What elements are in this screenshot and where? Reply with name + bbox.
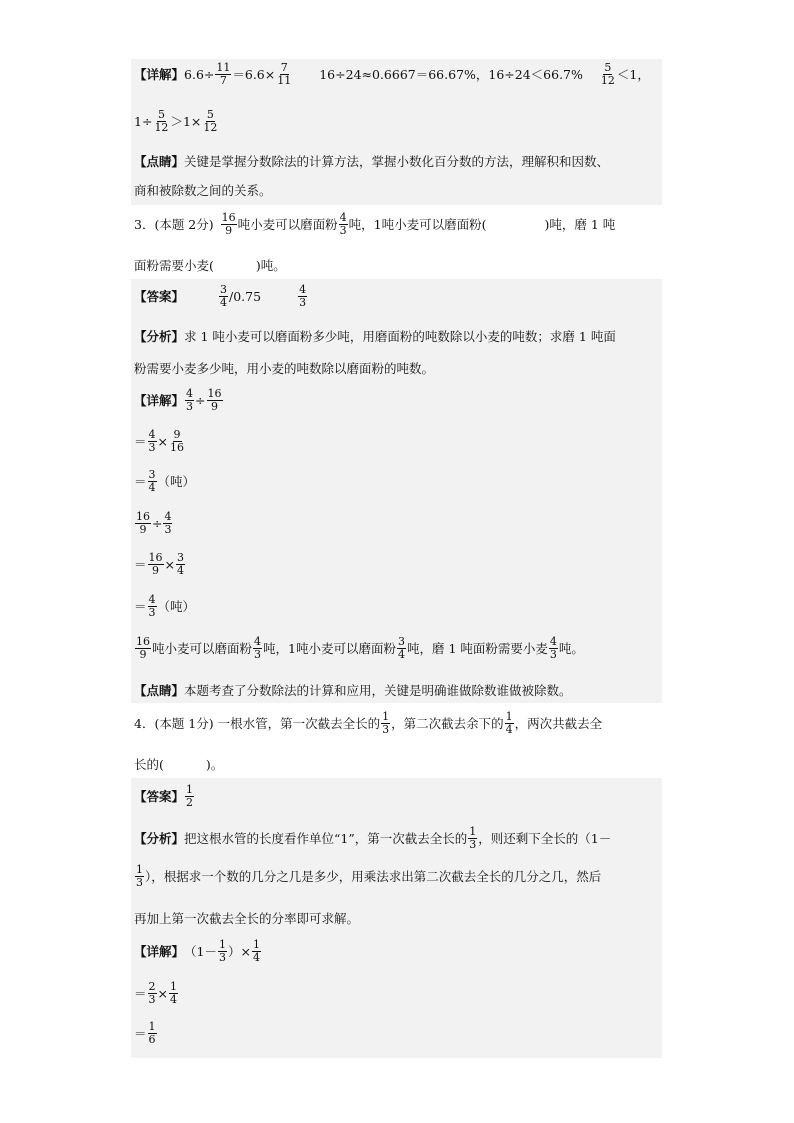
fraction	[148, 981, 157, 1005]
numerator: 1	[469, 825, 477, 838]
numerator: 16	[221, 211, 236, 224]
denominator: 6	[148, 1032, 156, 1046]
numerator: 16	[148, 551, 163, 564]
numerator: 1	[505, 710, 513, 723]
fraction	[153, 109, 169, 133]
q3-step: ＝ $\frac{4}{3}$ （吨）	[134, 593, 196, 619]
q3-question-line-2: 面粉需要小麦( )吨。	[134, 258, 286, 273]
fraction	[298, 284, 307, 308]
denominator: 3	[299, 295, 307, 309]
fraction	[221, 212, 237, 236]
numerator: 16	[136, 510, 150, 523]
numerator: 3	[220, 283, 228, 296]
detail-tag: 【详解】	[134, 393, 185, 409]
q4-step: ＝ $\frac{2}{3}$ × $\frac{1}{4}$	[134, 980, 177, 1006]
numerator: 5	[604, 61, 612, 74]
q3-detail-line: 【详解】 $\frac{4}{3}$ ÷ $\frac{16}{9}$	[134, 387, 222, 413]
fraction	[185, 784, 194, 808]
analysis-tag: 【分析】	[134, 329, 185, 344]
q4-analysis-line-3: 再加上第一次截去全长的分率即可求解。	[134, 911, 360, 926]
detail-tag: 【详解】	[134, 944, 185, 960]
prev-comment-line-2: 商和被除数之间的关系。	[134, 183, 272, 198]
q4-answer-line	[134, 784, 195, 808]
numerator: 3	[148, 468, 156, 481]
numerator: 1	[218, 938, 226, 951]
denominator: 3	[186, 399, 194, 413]
q3-step: $\frac{16}{9}$ ÷ $\frac{4}{3}$	[136, 510, 172, 536]
q4-detail-line: 【详解】 （1－ $\frac{1}{3}$ ）× $\frac{1}{4}$	[134, 938, 260, 964]
q4-analysis-line: 【分析】 把这根水管的长度看作单位“1”，第一次截去全长的 $\frac{1}{3}$ ，则还剩下全长的（1－	[134, 825, 612, 851]
numerator: 1	[136, 863, 143, 876]
denominator: 3	[136, 875, 143, 889]
denominator: 4	[148, 480, 156, 494]
q4-analysis-line-2: $\frac{1}{3}$ ），根据求一个数的几分之几是多少，用乘法求出第二次截去全长的几分之几，然后	[136, 863, 602, 889]
denominator: 3	[469, 837, 477, 851]
numerator: 1	[252, 938, 260, 951]
fraction	[219, 284, 228, 308]
denominator: 4	[505, 722, 513, 736]
q3-step: ＝ $\frac{4}{3}$ × $\frac{9}{16}$	[134, 428, 184, 454]
denominator: 12	[203, 120, 218, 134]
q4-question-line: 4．(本题 1分) 一根水管，第一次截去全长的 $\frac{1}{3}$ ，第二次截去余下的 $\frac{1}{4}$ ，两次共截去全	[134, 710, 603, 736]
q3-analysis-line: 【分析】 求 1 吨小麦可以磨面粉多少吨，用磨面粉的吨数除以小麦的吨数；求磨 1 吨面	[134, 329, 616, 344]
numerator: 5	[206, 108, 214, 121]
denominator: 4	[252, 950, 260, 964]
numerator: 7	[280, 61, 288, 74]
fraction	[148, 429, 157, 453]
denominator: 4	[177, 563, 184, 577]
denominator: 9	[152, 563, 160, 577]
denominator: 3	[382, 722, 390, 736]
fraction	[202, 109, 218, 133]
numerator: 1	[186, 783, 194, 796]
fraction	[505, 711, 514, 735]
numerator: 4	[254, 635, 262, 648]
fraction	[397, 636, 406, 660]
denominator: 3	[148, 440, 156, 454]
q3-comment-line: 【点睛】 本题考查了分数除法的计算和应用，关键是明确谁做除数谁做被除数。	[134, 683, 572, 698]
numerator: 4	[339, 211, 347, 224]
denominator: 9	[139, 647, 147, 661]
numerator: 11	[216, 61, 231, 74]
analysis-tag: 【分析】	[134, 831, 185, 847]
denominator: 9	[211, 399, 218, 413]
numerator: 9	[173, 428, 181, 441]
fraction	[207, 388, 223, 412]
comment-tag: 【点睛】	[134, 683, 185, 698]
fraction	[253, 636, 262, 660]
fraction	[135, 636, 151, 660]
numerator: 4	[299, 283, 307, 296]
q3-step: ＝ $\frac{16}{9}$ × $\frac{3}{4}$	[134, 551, 184, 577]
denominator: 3	[148, 992, 156, 1006]
denominator: 11	[277, 73, 292, 87]
fraction	[276, 62, 292, 86]
denominator: 4	[170, 992, 177, 1006]
q3-question-line: 3．(本题 2分) $\frac{16}{9}$ 吨小麦可以磨面粉 $\frac{4}{3}$ 吨，1吨小麦可以磨面粉( )吨，磨 1 吨	[134, 211, 616, 237]
fraction	[215, 62, 231, 86]
answer-tag: 【答案】	[134, 789, 185, 805]
numerator: 2	[148, 980, 156, 993]
fraction	[163, 511, 172, 535]
denominator: 7	[219, 73, 227, 87]
fraction	[148, 552, 164, 576]
numerator: 4	[549, 635, 557, 648]
fraction	[600, 62, 616, 86]
numerator: 4	[164, 510, 172, 523]
numerator: 4	[148, 593, 156, 606]
comment-tag: 【点睛】	[134, 154, 185, 169]
fraction	[549, 636, 558, 660]
fraction	[135, 511, 151, 535]
denominator: 3	[218, 950, 226, 964]
numerator: 3	[177, 551, 184, 564]
prev-comment-line: 【点睛】 关键是掌握分数除法的计算方法，掌握小数化百分数的方法，理解积和因数、	[134, 154, 610, 169]
fraction	[135, 864, 144, 888]
q4-step: ＝ $\frac{1}{6}$	[134, 1020, 156, 1046]
fraction	[169, 429, 185, 453]
denominator: 3	[254, 647, 262, 661]
fraction	[148, 594, 157, 618]
denominator: 12	[154, 120, 169, 134]
q4-question-line-2: 长的( )。	[134, 757, 224, 772]
denominator: 16	[170, 440, 184, 454]
numerator: 16	[136, 635, 150, 648]
fraction	[176, 552, 185, 576]
numerator: 4	[186, 387, 194, 400]
numerator: 1	[382, 710, 390, 723]
denominator: 3	[339, 223, 347, 237]
numerator: 4	[148, 428, 156, 441]
q3-conclusion: $\frac{16}{9}$ 吨小麦可以磨面粉 $\frac{4}{3}$ 吨，1吨小麦可以磨面粉 $\frac{3}{4}$ 吨，磨 1 吨面粉需要小麦 $\frac{4}{3}$ 吨。	[136, 635, 584, 661]
fraction	[185, 388, 194, 412]
fraction	[381, 711, 390, 735]
numerator: 3	[397, 635, 405, 648]
denominator: 4	[397, 647, 405, 661]
prev-detail-line: 【详解】 6.6÷ $\frac{11}{7}$ ＝6.6× $\frac{7}{11}$ 16÷24≈0.6667＝66.67%，16÷24＜66.7% $\frac{5}{12}$ ＜1，	[134, 61, 650, 87]
answer-tag: 【答案】	[134, 289, 185, 305]
denominator: 3	[164, 522, 172, 536]
denominator: 4	[220, 295, 228, 309]
numerator: 1	[170, 980, 177, 993]
detail-tag: 【详解】	[134, 67, 185, 83]
numerator: 16	[207, 387, 222, 400]
q3-analysis-line-2: 粉需要小麦多少吨，用小麦的吨数除以磨面粉的吨数。	[134, 361, 435, 376]
numerator: 5	[157, 108, 165, 121]
denominator: 9	[225, 223, 233, 237]
fraction	[339, 212, 348, 236]
fraction	[218, 939, 227, 963]
denominator: 3	[148, 605, 156, 619]
fraction	[148, 469, 157, 493]
fraction	[468, 826, 477, 850]
denominator: 2	[186, 795, 194, 809]
q3-answer-line: 【答案】 $\frac{3}{4}$ /0.75 $\frac{4}{3}$	[134, 283, 307, 309]
fraction	[148, 1021, 157, 1045]
prev-detail-line-2: 1÷ $\frac{5}{12}$ ＞1× $\frac{5}{12}$	[134, 108, 218, 134]
denominator: 9	[139, 522, 147, 536]
fraction	[169, 981, 178, 1005]
denominator: 12	[600, 73, 615, 87]
q3-step: ＝ $\frac{3}{4}$ （吨）	[134, 468, 196, 494]
numerator: 1	[148, 1020, 156, 1033]
fraction	[252, 939, 261, 963]
denominator: 3	[549, 647, 557, 661]
